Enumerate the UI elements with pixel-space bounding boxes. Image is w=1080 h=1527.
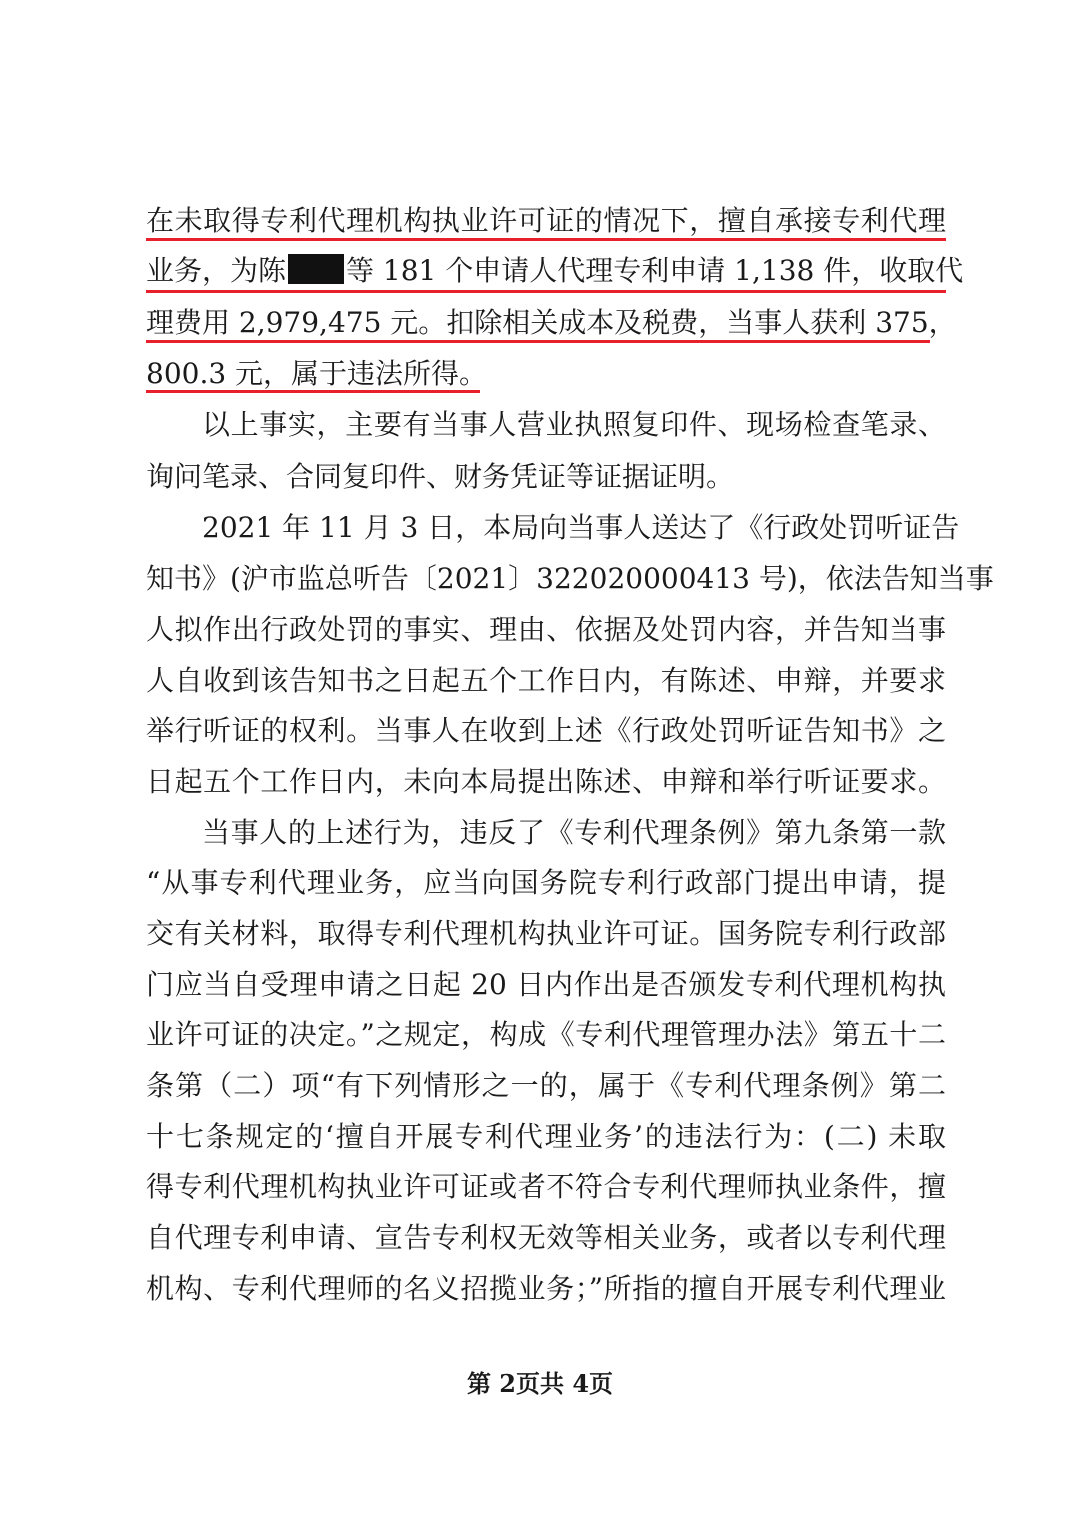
page-number: 第 2页共 4页	[466, 1369, 614, 1398]
text-line: 交有关材料，取得专利代理机构执业许可证。国务院专利行政部	[146, 917, 946, 950]
text-line: 自代理专利申请、宣告专利权无效等相关业务，或者以专利代理	[146, 1221, 946, 1254]
red-underline	[146, 290, 946, 293]
red-underline	[146, 238, 946, 241]
text-line: 理费用 2,979,475 元。扣除相关成本及税费，当事人获利 375，	[146, 306, 957, 339]
text-line: 人自收到该告知书之日起五个工作日内，有陈述、申辩，并要求	[146, 664, 946, 697]
text-line: 知书》(沪市监总听告〔2021〕322020000413 号)，依法告知当事	[146, 562, 994, 595]
text-segment: 等 181 个申请人代理专利申请 1,138 件，收取代	[346, 254, 964, 287]
text-line: 日起五个工作日内，未向本局提出陈述、申辩和举行听证要求。	[146, 765, 946, 798]
text-line: 800.3 元，属于违法所得。	[146, 357, 488, 390]
text-line: 业许可证的决定。”之规定，构成《专利代理管理办法》第五十二	[146, 1018, 946, 1051]
red-underline	[146, 340, 930, 343]
text-line: 举行听证的权利。当事人在收到上述《行政处罚听证告知书》之	[146, 714, 946, 747]
text-line: 询问笔录、合同复印件、财务凭证等证据证明。	[146, 460, 735, 493]
red-underline	[146, 390, 480, 393]
text-line	[146, 246, 964, 296]
text-line: 以上事实，主要有当事人营业执照复印件、现场检查笔录、	[202, 408, 946, 441]
text-segment: 业务，为陈	[146, 254, 287, 287]
text-line: 在未取得专利代理机构执业许可证的情况下，擅自承接专利代理	[146, 204, 946, 237]
text-line: 人拟作出行政处罚的事实、理由、依据及处罚内容，并告知当事	[146, 613, 946, 646]
text-line: 当事人的上述行为，违反了《专利代理条例》第九条第一款	[202, 816, 946, 849]
redaction-block	[288, 254, 344, 284]
text-line: 条第（二）项“有下列情形之一的，属于《专利代理条例》第二	[146, 1069, 946, 1102]
text-line: “从事专利代理业务，应当向国务院专利行政部门提出申请，提	[146, 866, 946, 899]
text-line: 2021 年 11 月 3 日，本局向当事人送达了《行政处罚听证告	[202, 511, 960, 544]
text-line: 机构、专利代理师的名义招揽业务；”所指的擅自开展专利代理业	[146, 1272, 946, 1305]
text-line: 门应当自受理申请之日起 20 日内作出是否颁发专利代理机构执	[146, 968, 946, 1001]
text-line: 得专利代理机构执业许可证或者不符合专利代理师执业条件，擅	[146, 1170, 946, 1203]
text-line: 十七条规定的‘擅自开展专利代理业务’的违法行为：(二) 未取	[146, 1120, 946, 1153]
